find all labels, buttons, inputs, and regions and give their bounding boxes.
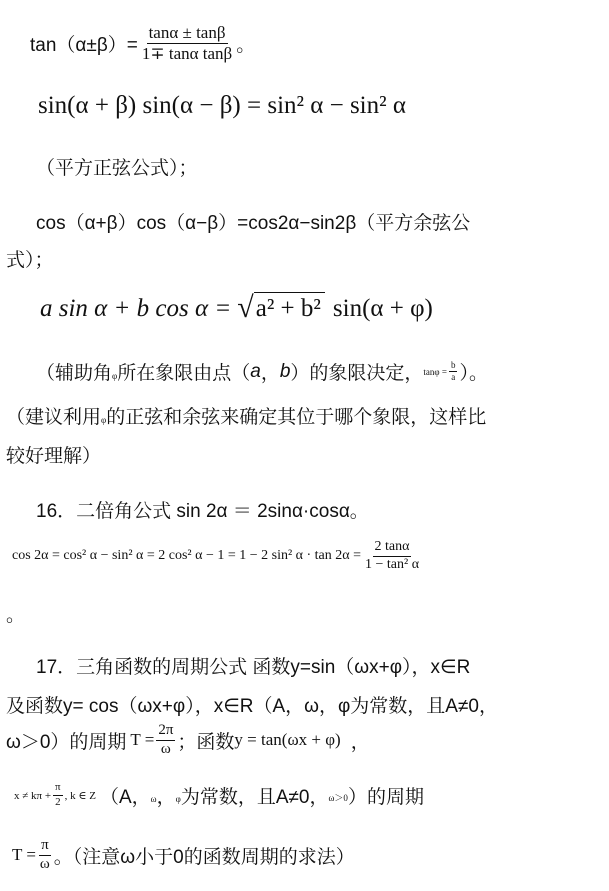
sqrt-radicand: a² + b²	[254, 292, 325, 323]
section17-line2: 及函数y= cos（ωx+φ），x∈R（A，ω，φ为常数，且A≠0，	[6, 696, 498, 717]
section17-line4: x ≠ kπ + $\frac{\pi}{2}$ , k ∈ Z （A， ω ， φ 为常数，且A≠0， ω＞0 ）的周期	[14, 781, 424, 808]
tan-lhs: tan（α±β）=	[30, 34, 138, 56]
cos-square-formula-line1: cos（α+β）cos（α−β）=cos2α−sin2β（平方余弦公	[36, 213, 471, 234]
sqrt-sign: √	[237, 291, 254, 324]
cos2-end: 。	[6, 605, 26, 626]
cos-square-formula-line2: 式）；	[6, 250, 54, 271]
tan-period-fraction: $\frac{\pi}{\omega}$	[39, 837, 50, 872]
auxiliary-note-line3: 较好理解）	[6, 446, 102, 467]
section17-line1: 17．三角函数的周期公式 函数y=sin（ωx+φ），x∈R	[36, 657, 471, 678]
cos-period-fraction: $\frac{2\pi}{\omega}$	[158, 722, 174, 757]
auxiliary-note-line1: （辅助角 φ 所在象限由点（ a ， b ）的象限决定， tanφ = $\frac{b}{a}$ ）。	[36, 359, 488, 384]
tan-double-fraction: $\frac{2 \tan\alpha}{\text{1 − tan² α}}$	[365, 539, 420, 572]
sin-square-note: （平方正弦公式）；	[36, 158, 198, 179]
tan-denominator: 1∓ tanα tanβ	[141, 43, 233, 63]
tan-domain-fraction: $\frac{\pi}{2}$	[55, 781, 61, 808]
auxiliary-angle-formula	[40, 292, 433, 323]
section17-line5: T = $\frac{\pi}{\omega}$ 。（注意ω小于0的函数周期的求法）	[12, 837, 355, 872]
section17-line3: ω＞0）的周期 T = $\frac{2\pi}{\omega}$ ；函数 y = tan(ωx + φ) ，	[6, 722, 370, 757]
tan-phi-fraction: $\frac{b}{a}$	[450, 359, 456, 382]
auxiliary-note-line2: （建议利用 φ 的正弦和余弦来确定其位于哪个象限，这样比	[6, 407, 487, 428]
tan-sum-formula	[30, 18, 255, 68]
tan-numerator: tanα ± tanβ	[148, 22, 226, 42]
tan-fraction	[140, 24, 234, 63]
section16-heading: 16．二倍角公式 sin 2α ＝ 2sinα·cosα。	[36, 501, 369, 522]
tan-end: 。	[236, 34, 256, 56]
cos-double-angle-formula: cos 2α = cos² α − sin² α = 2 cos² α − 1 = 1 − 2 sin² α · tan 2α = $\frac{2 \tan\alpha}{\text{1 − tan² α}}$	[12, 539, 420, 572]
aux-lhs: a sin α + b cos α =	[40, 295, 232, 322]
aux-rhs: sin(α + φ)	[332, 295, 433, 322]
sin-square-formula: sin(α + β) sin(α − β) = sin² α − sin² α	[38, 92, 406, 119]
